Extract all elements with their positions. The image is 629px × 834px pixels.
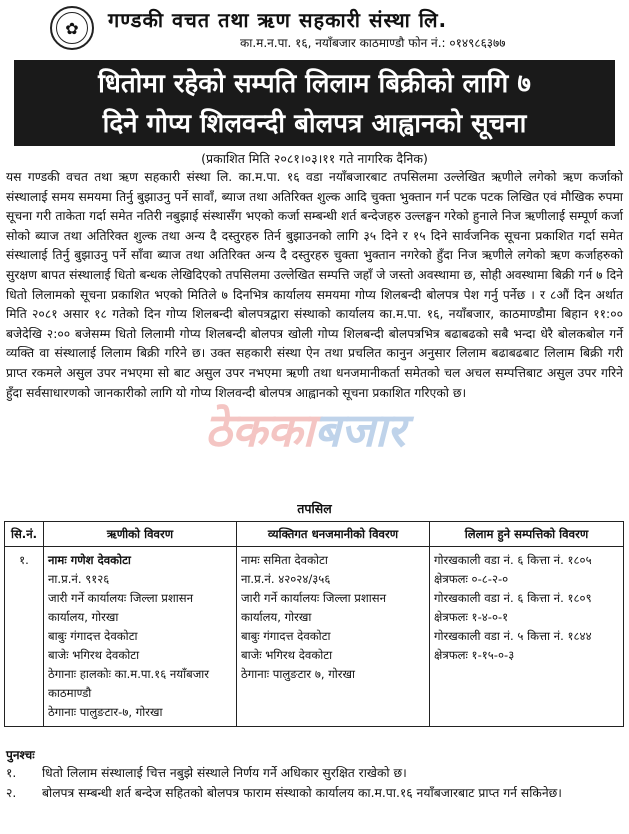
borrower-grandfather: बाजेः भगिरथ देवकोटा	[48, 648, 140, 662]
property-parcel-1809: गोरखकाली वडा नं. ६ कित्ता नं. १८०९ क्षेत्रफलः १-४-०-१	[434, 591, 592, 624]
borrower-current-address: ठेगानाः हालकोः का.म.पा.१६ नयाँबजार काठमाण्डौ	[48, 667, 210, 700]
organization-address: का.म.न.पा. १६, नयाँबजार काठमाण्डौ फोन नं.: ०१४९८६३७७	[240, 36, 506, 50]
borrower-father: बाबुः गंगादत्त देवकोटा	[48, 629, 138, 643]
cell-borrower	[44, 547, 237, 727]
notice-body: यस गण्डकी वचत तथा ऋण सहकारी संस्था लि. का.म.पा. १६ वडा नयाँबजारबाट तपसिलमा उल्लेखित ऋणीले लगेको ऋण कर्जाको संस्थालाई समय समयमा तिर्नु बुझाउनु पर्ने सावाँ, ब्याज तथा अतिरिक्त शुल्क आदि चुक्ता भुक्तान गर्न पटक पटक लिखित एवं मौखिक रुपमा सूचना गरी ताकेता गर्दा समेत नतिरी नबुझाई संस्थासँग भएको कर्जा सम्बन्धी शर्त बन्देजहरु उल्लङ्घन गरेको हुनाले निज ऋणीलाई सम्पूर्ण कर्जा सोको ब्याज तथा अतिरिक्त शुल्क तथा अन्य दै दस्तुरहरु तिर्न बुझाउनको लागि ३५ दिने र १५ दिने सार्वजनिक सूचना प्रकाशित गर्दा समेत संस्थालाई तिर्नु बुझाउनु पर्ने साँवा ब्याज तथा अतिरिक्त अन्य दै दस्तुरहरु चुक्ता भुक्तान नगरेको हुँदा निज ऋणीले लगेको ऋण कर्जाहरुको सुरक्षण बापत संस्थालाई धितो बन्धक लेखिदिएको तपसिलमा उल्लेखित सम्पत्ति जहाँ जे जस्तो अवस्थामा छ, सोही अवस्थामा बिक्री गर्न ७ दिने धितो लिलामको सूचना प्रकाशित भएको मितिले ७ दिनभित्र कार्यालय समयमा गोप्य शिलबन्दी बोलपत्र पेश गर्नु पर्नेछ । र ८औं दिन अर्थात मिति २०८१ असार १८ गतेको दिन गोप्य शिलबन्दी बोलपत्रद्वारा संस्थाको कार्यालय का.म.पा. १६, नयाँबजार, काठमाण्डौमा बिहान ११:०० बजेदेखि २:०० बजेसम्म धितो लिलामी गोप्य शिलबन्दी बोलपत्र खोली गोप्य शिलबन्दी बोलपत्रभित्र बढाबढको सबै भन्दा धेरै बोलकबोल गर्ने व्यक्ति वा संस्थालाई लिलाम बिक्री गरिने छ। उक्त सहकारी संस्था ऐन तथा प्रचलित कानुन अनुसार लिलाम बढाबढबाट लिलाम बिक्री गरी प्राप्त रकमले असुल उपर नभएमा सो बाट असुल उपर नभएमा ऋणी तथा धनजमानीकर्ता समेतको चल अचल सम्पत्तिबाट असुल उपर गरिने हुँदा सर्वसाधारणको जानकारीको लागि यो गोप्य शिलवन्दी बोलपत्र आह्वानको सूचना प्रकाशित गरिएको छ।	[6, 170, 623, 400]
notice-header	[0, 0, 629, 60]
watermark-part-1: ठेकका	[205, 403, 315, 457]
header-guarantor: व्यक्तिगत धनजमानीको विवरण	[237, 522, 430, 547]
footnote-text: धितो लिलाम संस्थालाई चित्त नबुझे संस्थाले निर्णय गर्ने अधिकार सुरक्षित राखेको छ।	[42, 766, 407, 780]
guarantor-father: बाबुः गंगादत्त देवकोटा	[241, 629, 331, 643]
guarantor-issuing-office: जारी गर्ने कार्यालयः जिल्ला प्रशासन कार्यालय, गोरखा	[241, 591, 387, 624]
header-borrower: ऋणीको विवरण	[44, 522, 237, 547]
footnote-title: पुनश्चः	[6, 748, 35, 762]
guarantor-grandfather: बाजेः भगिरथ देवकोटा	[241, 648, 333, 662]
title-line-1: धितोमा रहेको सम्पति लिलाम बिक्रीको लागि ७	[98, 69, 531, 99]
cell-serial: १.	[5, 547, 44, 727]
footnote-item	[6, 764, 621, 784]
property-parcel-1805: गोरखकाली वडा नं. ६ कित्ता नं. १८०५ क्षेत्रफलः ०-८-२-०	[434, 553, 592, 586]
schedule-title: तपसिल	[297, 501, 332, 516]
footnotes	[6, 764, 621, 803]
guarantor-address: ठेगानाः पालुङटार ७, गोरखा	[241, 667, 355, 681]
borrower-issuing-office: जारी गर्ने कार्यालयः जिल्ला प्रशासन कार्यालय, गोरखा	[48, 591, 194, 624]
watermark	[205, 398, 405, 460]
schedule-table	[4, 521, 624, 727]
watermark-part-2: बजार	[314, 403, 406, 457]
cooperative-logo-icon: ✿	[50, 6, 94, 50]
cell-property	[430, 547, 624, 727]
guarantor-citizenship: ना.प्र.नं. ४२०२४/३५६	[241, 572, 331, 586]
footnote-item	[6, 784, 621, 804]
header-property: लिलाम हुने सम्पत्तिको विवरण	[430, 522, 624, 547]
title-banner	[14, 60, 615, 146]
property-parcel-1844: गोरखकाली वडा नं. ५ कित्ता नं. १८४४ क्षेत्रफलः १-१५-०-३	[434, 629, 592, 662]
publication-date: (प्रकाशित मिति २०८१।०३।११ गते नागरिक दैनिक)	[201, 151, 428, 166]
guarantor-name: नामः समिता देवकोटा	[241, 553, 328, 567]
title-line-2: दिने गोप्य शिलवन्दी बोलपत्र आह्वानको सूचना	[102, 109, 527, 139]
footnote-number: १.	[6, 766, 17, 780]
borrower-permanent-address: ठेगानाः पालुङटार-७, गोरखा	[48, 705, 163, 719]
table-row	[5, 547, 624, 727]
footnote-text: बोलपत्र सम्बन्धी शर्त बन्देज सहितको बोलपत्र फाराम संस्थाको कार्यालय का.म.पा.१६ नयाँबजारबाट प्राप्त गर्न सकिनेछ।	[42, 785, 562, 800]
header-serial: सि.नं.	[5, 522, 44, 547]
cell-guarantor	[237, 547, 430, 727]
borrower-name: नामः गणेश देवकोटा	[48, 553, 131, 567]
organization-name: गण्डकी वचत तथा ऋण सहकारी संस्था लि.	[108, 8, 448, 32]
borrower-citizenship: ना.प्र.नं. ९१२६	[48, 572, 110, 586]
table-header-row	[5, 522, 624, 547]
footnote-number: २.	[6, 785, 17, 800]
